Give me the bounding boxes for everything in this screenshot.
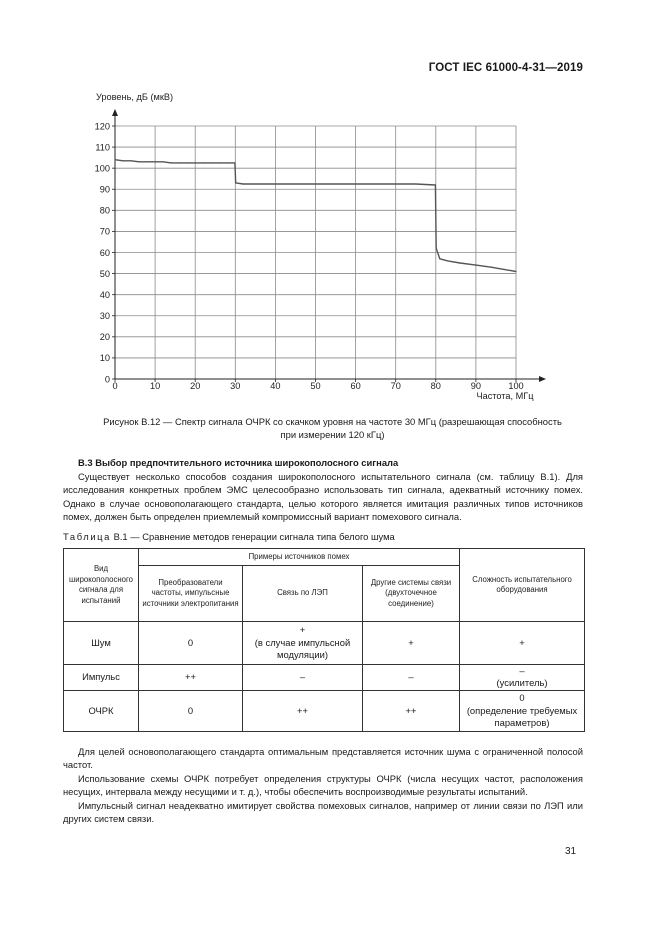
x-tick-label: 80 (430, 381, 441, 391)
y-tick-label: 60 (99, 247, 110, 258)
data-point (138, 161, 139, 162)
section-heading: B.3 Выбор предпочтительного источника широкополосного сигнала (78, 457, 399, 468)
data-point (415, 183, 416, 184)
cell-power-line (243, 690, 363, 731)
data-point (155, 161, 156, 162)
comparison-table (63, 548, 585, 732)
data-point (315, 183, 316, 184)
table-body (64, 622, 585, 732)
data-point (211, 162, 212, 163)
data-point (171, 162, 172, 163)
data-point (179, 162, 180, 163)
cell-power-line (243, 665, 363, 691)
cell-complexity (460, 665, 585, 691)
cell-other-systems (363, 622, 460, 665)
data-point (235, 182, 236, 183)
paragraph-3-text: Использование схемы ОЧРК потребует определения структуры ОЧРК (числа несущих частот, расположения несущих, интервала между несущими и т. д.), чтобы обеспечить воспроизводимые результаты испытаний. (63, 773, 583, 798)
data-point (447, 260, 448, 261)
data-point (503, 269, 504, 270)
data-point (114, 159, 115, 160)
cell-other-systems (363, 690, 460, 731)
data-point (435, 184, 436, 185)
data-point (255, 183, 256, 184)
cell-converters (139, 690, 243, 731)
paragraph-2 (63, 745, 583, 772)
data-point (243, 183, 244, 184)
y-tick-label: 20 (99, 332, 110, 343)
x-tick-label: 60 (350, 381, 361, 391)
y-tick-label: 70 (99, 226, 110, 237)
data-point (146, 161, 147, 162)
chart-grid (115, 126, 516, 379)
data-point (187, 162, 188, 163)
y-tick-label: 80 (99, 205, 110, 216)
cell-power-line-line: (в случае импульсной модуляции) (254, 636, 351, 661)
document-header: ГОСТ IEC 61000-4-31—2019 (428, 62, 583, 74)
cell-complexity-line: (усилитель) (496, 677, 548, 689)
cell-signal-type (64, 622, 139, 665)
spectrum-chart (0, 0, 661, 410)
cell-other-systems (363, 665, 460, 691)
paragraph-1 (63, 470, 583, 524)
header-signal-type: Вид широкополосного сигнала для испытаний (64, 549, 139, 622)
y-tick-label: 0 (104, 374, 110, 385)
y-axis-label: Уровень, дБ (мкВ) (96, 92, 174, 102)
data-point (219, 162, 220, 163)
cell-power-line-line: + (299, 624, 306, 636)
y-tick-label: 90 (99, 184, 110, 195)
data-point (275, 183, 276, 184)
y-tick-label: 30 (99, 311, 110, 322)
x-tick-label: 70 (390, 381, 401, 391)
cell-power-line (243, 622, 363, 665)
paragraph-4-text: Импульсный сигнал неадекватно имитирует свойства помеховых сигналов, например от линии связи по ЛЭП или других систем связи. (63, 800, 583, 825)
figure-caption-line-2: при измерении 120 кГц) (280, 429, 385, 440)
data-point (195, 162, 196, 163)
y-tick-label: 100 (94, 163, 110, 174)
table-row (64, 690, 585, 731)
table-row (64, 665, 585, 691)
data-point (335, 183, 336, 184)
paragraph-1-text: Существует несколько способов создания широкополосного испытательного сигнала (см. таблицу B.1). Для исследования конкретных проблем ЭМС целесообразно использовать тип сигнала, адекватный источнику помех. Однако в случае основополагающего стандарта, целью которого является имитация различных типов источников помех, должен быть определен приемлемый компромиссный вариант помехового сигнала. (63, 471, 583, 523)
data-point (130, 160, 131, 161)
paragraph-3 (63, 772, 583, 799)
cell-complexity-line: 0 (519, 692, 525, 704)
data-point (475, 265, 476, 266)
cell-converters (139, 622, 243, 665)
figure-caption-line-1: Рисунок B.12 — Спектр сигнала ОЧРК со скачком уровня на частоте 30 МГц (разрешающая способность (103, 416, 562, 427)
data-point (395, 183, 396, 184)
data-point (491, 267, 492, 268)
data-point (459, 262, 460, 263)
table-caption-text: B.1 — Сравнение методов генерации сигнала типа белого шума (113, 531, 395, 542)
data-point (122, 160, 123, 161)
chart-axes (112, 109, 546, 382)
y-axis-arrow (112, 109, 118, 116)
x-tick-label: 100 (508, 381, 524, 391)
x-tick-label: 10 (149, 381, 161, 391)
x-tick-label: 50 (310, 381, 321, 391)
cell-other-systems-line: – (408, 671, 414, 683)
cell-signal-type (64, 690, 139, 731)
x-tick-label: 40 (270, 381, 281, 391)
x-tick-label: 90 (470, 381, 482, 391)
y-tick-label: 40 (99, 289, 110, 300)
cell-complexity (460, 690, 585, 731)
cell-complexity (460, 622, 585, 665)
cell-power-line-line: ++ (297, 704, 308, 716)
page-number: 31 (565, 846, 577, 857)
header-interference-examples: Примеры источников помех (139, 549, 460, 566)
cell-signal-type-line: Импульс (82, 671, 120, 683)
cell-signal-type-line: ОЧРК (88, 704, 114, 716)
x-axis-label: Частота, МГц (476, 391, 534, 401)
cell-complexity-line: – (519, 665, 525, 676)
data-point (436, 248, 437, 249)
cell-converters (139, 665, 243, 691)
data-point (234, 162, 235, 163)
figure-caption (60, 415, 605, 441)
y-tick-label: 120 (94, 121, 110, 132)
cell-complexity-line: (определение требуемых параметров) (466, 704, 578, 729)
data-point (439, 258, 440, 259)
table-caption-label: Таблица (63, 531, 111, 542)
table-caption (63, 531, 395, 542)
data-point (163, 161, 164, 162)
x-tick-label: 30 (230, 381, 241, 391)
table-row (64, 622, 585, 665)
x-tick-label: 20 (190, 381, 201, 391)
data-point (203, 162, 204, 163)
header-other-systems: Другие системы связи (двухточечное соединение) (363, 566, 460, 622)
data-point (227, 162, 228, 163)
data-point (355, 183, 356, 184)
header-equipment-complexity: Сложность испытательного оборудования (460, 549, 585, 622)
cell-converters-line: 0 (187, 704, 194, 716)
cell-signal-type-line: Шум (91, 636, 111, 648)
paragraph-2-text: Для целей основополагающего стандарта оптимальным представляется источник шума с ограниченной полосой частот. (63, 746, 583, 771)
data-point (375, 183, 376, 184)
x-tick-label: 0 (112, 381, 118, 391)
y-tick-label: 110 (95, 142, 110, 153)
paragraph-4 (63, 799, 583, 826)
cell-converters-line: 0 (187, 636, 194, 648)
cell-other-systems-line: + (408, 636, 414, 648)
x-axis-arrow (539, 376, 546, 382)
cell-complexity-line: + (519, 636, 525, 648)
data-point (515, 271, 516, 272)
cell-signal-type (64, 665, 139, 691)
header-converters: Преобразователи частоты, импульсные источники электропитания (139, 566, 243, 622)
y-tick-label: 50 (99, 268, 110, 279)
cell-other-systems-line: ++ (405, 704, 417, 716)
cell-converters-line: ++ (185, 671, 196, 683)
y-tick-label: 10 (99, 353, 110, 364)
cell-power-line-line: – (299, 671, 306, 683)
header-power-line: Связь по ЛЭП (243, 566, 363, 622)
data-point (295, 183, 296, 184)
